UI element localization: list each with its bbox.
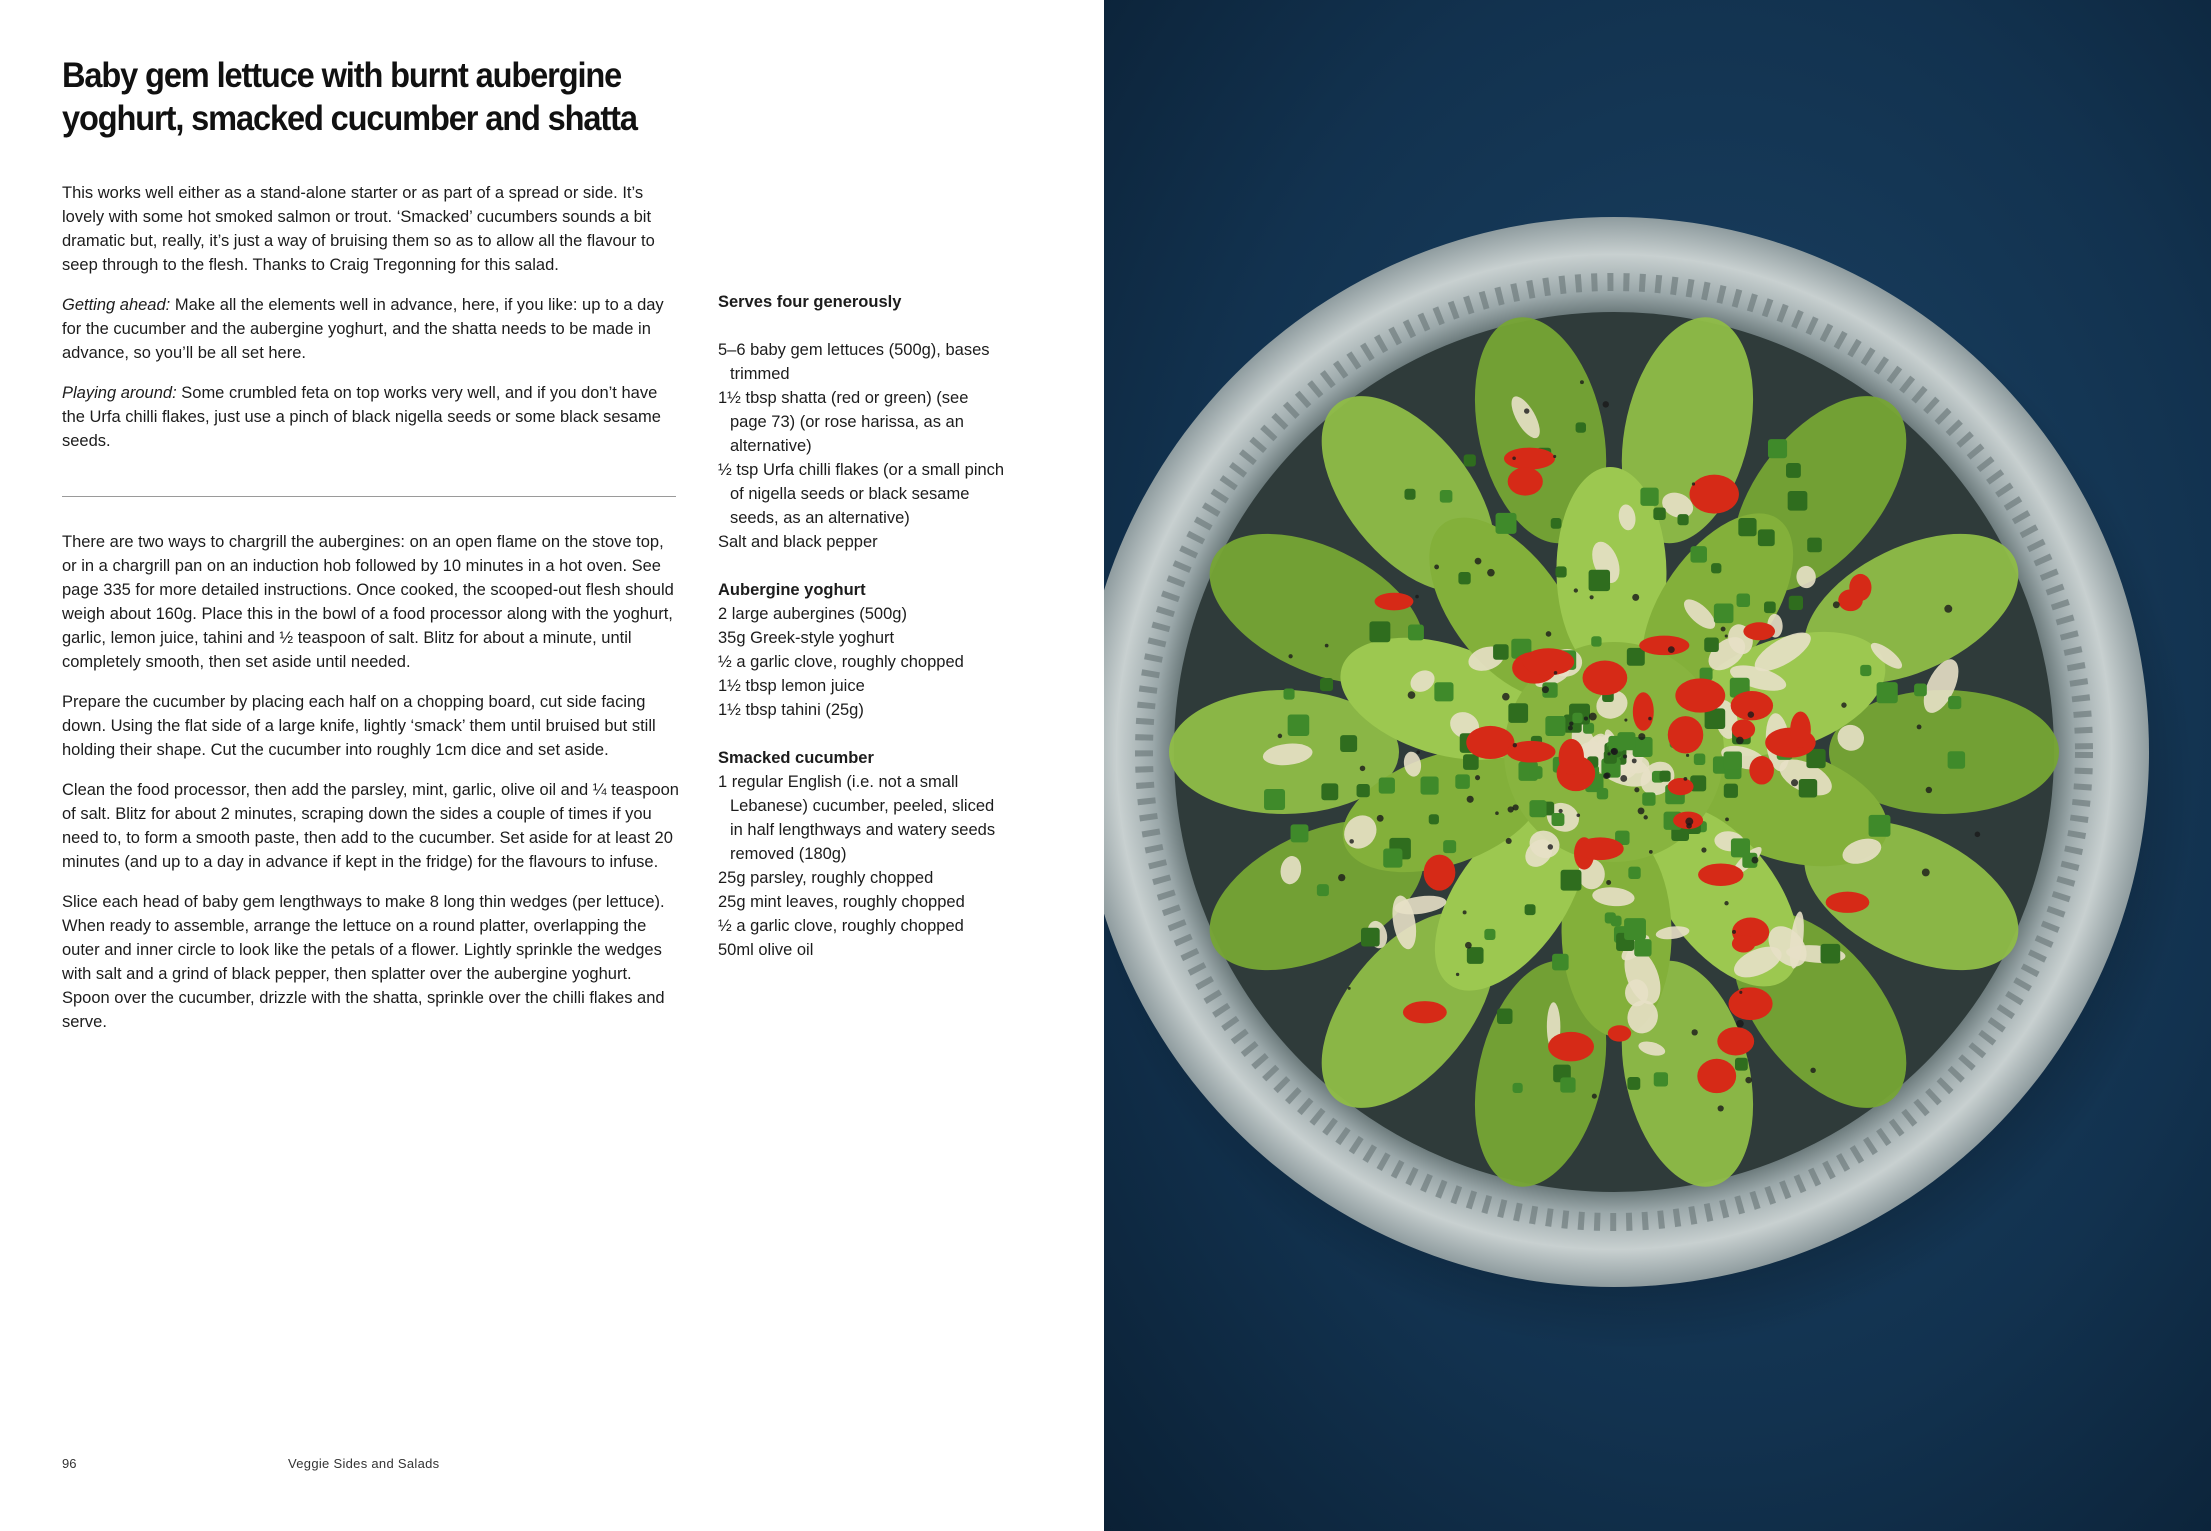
ingredient-item: ½ tsp Urfa chilli flakes (or a small pinch of nigella seeds or black sesame seeds, as an alternative): [718, 461, 1005, 527]
cucumber-dice: [1497, 1008, 1513, 1024]
chilli-flake: [1975, 832, 1981, 838]
ingredient-item: 1½ tbsp lemon juice: [718, 677, 865, 695]
ingredient-item: 1 regular English (i.e. not a small Lebanese) cucumber, peeled, sliced in half lengthways and watery seeds removed (180g): [718, 773, 996, 863]
cucumber-dice: [1731, 838, 1750, 857]
cucumber-dice: [1633, 737, 1653, 757]
method-step: Slice each head of baby gem lengthways to make 8 long thin wedges (per lettuce). When ready to assemble, arrange the lettuce on a round platter, overlapping the outer and inner circle to look like the petals of a flower. Lightly sprinkle the wedges with salt and a grind of black pepper, then splatter over the aubergine yoghurt. Spoon over the cucumber, drizzle with the shatta, sprinkle over the chilli flakes and serve.: [62, 893, 665, 1031]
chilli-flake: [1513, 743, 1517, 747]
shatta-drizzle: [1732, 719, 1755, 739]
ingredient-list: [718, 602, 1008, 722]
chilli-flake: [1718, 1105, 1724, 1111]
chilli-flake: [1377, 815, 1384, 822]
chilli-flake: [1606, 880, 1611, 885]
getting-ahead-note: [62, 293, 682, 365]
chilli-flake: [1325, 644, 1329, 648]
cucumber-dice: [1877, 682, 1898, 703]
chilli-flake: [1745, 1077, 1752, 1084]
chilli-flake: [1624, 718, 1627, 721]
cucumber-dice: [1617, 732, 1635, 750]
chilli-flake: [1922, 869, 1930, 877]
cucumber-dice: [1361, 928, 1380, 947]
chilli-flake: [1638, 807, 1645, 814]
shatta-drizzle: [1523, 648, 1575, 675]
chilli-flake: [1634, 787, 1639, 792]
cucumber-dice: [1640, 488, 1658, 506]
shatta-drizzle: [1697, 1059, 1736, 1093]
cucumber-dice: [1799, 779, 1817, 797]
chilli-flake: [1692, 482, 1695, 485]
cucumber-dice: [1738, 518, 1756, 536]
cucumber-dice: [1340, 735, 1357, 752]
chilli-flake: [1542, 686, 1549, 693]
shatta-drizzle: [1403, 1001, 1447, 1023]
chilli-flake: [1701, 847, 1706, 852]
chilli-flake: [1349, 839, 1354, 844]
chilli-flake: [1638, 733, 1645, 740]
chilli-flake: [1721, 627, 1726, 632]
chilli-flake: [1649, 850, 1653, 854]
cucumber-dice: [1552, 813, 1565, 826]
ingredient-list: [718, 770, 1008, 962]
chilli-flake: [1584, 716, 1588, 720]
section-divider: [62, 496, 676, 497]
cucumber-dice: [1576, 422, 1586, 432]
recipe-page: [0, 0, 1104, 1531]
chilli-flake: [1592, 1094, 1597, 1099]
cucumber-dice: [1357, 784, 1370, 797]
cucumber-dice: [1288, 714, 1310, 736]
cucumber-dice: [1463, 754, 1479, 770]
cucumber-dice: [1321, 783, 1338, 800]
cucumber-dice: [1807, 538, 1822, 553]
cucumber-dice: [1467, 947, 1484, 964]
cucumber-dice: [1369, 621, 1390, 642]
cucumber-dice: [1458, 572, 1470, 584]
cucumber-dice: [1624, 918, 1646, 940]
playing-around-text: Some crumbled feta on top works very well, and if you don’t have the Urfa chilli flakes, just use a pinch of black nigella seeds or some black sesame seeds.: [62, 384, 661, 450]
cucumber-dice: [1737, 594, 1751, 608]
cucumber-dice: [1383, 848, 1402, 867]
chilli-flake: [1736, 737, 1744, 745]
chilli-flake: [1686, 823, 1692, 829]
method-step: Prepare the cucumber by placing each half on a chopping board, cut side facing down. Using the flat side of a large knife, lightly ‘smack’ them until bruised but still holding their shape. Cut the cucumber into roughly 1cm dice and set aside.: [62, 693, 656, 759]
ingredient-item: Salt and black pepper: [718, 533, 878, 551]
cucumber-dice: [1525, 904, 1536, 915]
cucumber-dice: [1440, 490, 1453, 503]
shatta-drizzle: [1690, 475, 1739, 514]
chilli-flake: [1833, 601, 1840, 608]
chilli-flake: [1465, 942, 1472, 949]
chilli-flake: [1917, 725, 1922, 730]
cucumber-dice: [1530, 766, 1543, 779]
ingredient-item: ½ a garlic clove, roughly chopped: [718, 917, 964, 935]
playing-around-label: Playing around:: [62, 384, 177, 402]
chilli-flake: [1467, 796, 1474, 803]
intro-paragraph: This works well either as a stand-alone starter or as part of a spread or side. It’s lovely with some hot smoked salmon or trout. ‘Smacked’ cucumbers sounds a bit dramatic but, really, it’s just a way of bruising them so as to allow all the flavour to seep through to the flesh. Thanks to Craig Tregonning for this salad.: [62, 184, 655, 274]
ingredient-item: 5–6 baby gem lettuces (500g), bases trimmed: [718, 341, 990, 383]
section-name: Veggie Sides and Salads: [288, 1456, 440, 1471]
chilli-flake: [1408, 691, 1416, 699]
chilli-flake: [1415, 595, 1419, 599]
cucumber-dice: [1317, 884, 1329, 896]
shatta-drizzle: [1508, 467, 1543, 495]
chilli-flake: [1752, 857, 1759, 864]
chilli-flake: [1732, 930, 1736, 934]
shatta-drizzle: [1717, 1027, 1754, 1055]
cucumber-dice: [1659, 771, 1670, 782]
shatta-drizzle: [1743, 622, 1775, 640]
cucumber-dice: [1821, 944, 1841, 964]
chilli-flake: [1736, 1020, 1744, 1028]
chilli-flake: [1568, 726, 1573, 731]
cucumber-dice: [1627, 648, 1645, 666]
getting-ahead-label: Getting ahead:: [62, 296, 171, 314]
cucumber-dice: [1545, 716, 1565, 736]
cucumber-dice: [1788, 491, 1808, 511]
chilli-flake: [1456, 973, 1459, 976]
chilli-flake: [1623, 754, 1627, 758]
chilli-flake: [1791, 779, 1798, 786]
method-steps: [62, 530, 682, 1050]
shatta-drizzle: [1790, 711, 1811, 748]
cucumber-dice: [1869, 815, 1891, 837]
chilli-flake: [1554, 671, 1558, 675]
chilli-flake: [1569, 722, 1573, 726]
cucumber-dice: [1597, 788, 1608, 799]
playing-around-note: [62, 381, 682, 453]
cucumber-dice: [1379, 777, 1395, 793]
cucumber-dice: [1694, 754, 1705, 765]
cucumber-dice: [1677, 514, 1688, 525]
ingredient-item: ½ a garlic clove, roughly chopped: [718, 653, 964, 671]
cucumber-dice: [1434, 682, 1453, 701]
shatta-drizzle: [1466, 726, 1514, 759]
cucumber-dice: [1789, 596, 1803, 610]
ingredient-item: 1½ tbsp shatta (red or green) (see page 73) (or rose harissa, as an alternative): [718, 389, 969, 455]
ingredient-item: 50ml olive oil: [718, 941, 814, 959]
chilli-flake: [1643, 815, 1647, 819]
chilli-flake: [1348, 987, 1351, 990]
method-step: There are two ways to chargrill the aubergines: on an open flame on the stove top, or in a chargrill pan on an induction hob followed by 10 minutes in a hot oven. See page 335 for more detailed instructions. Once cooked, the scooped-out flesh should weigh about 160g. Place this in the bowl of a food processor along with the yoghurt, garlic, lemon juice, tahini and ½ teaspoon of salt. Blitz for about a minute, until completely smooth, then set aside until needed.: [62, 533, 674, 671]
cucumber-dice: [1408, 625, 1424, 641]
chilli-flake: [1725, 634, 1728, 637]
cucumber-dice: [1284, 689, 1295, 700]
chilli-flake: [1559, 809, 1563, 813]
ingredient-heading: Smacked cucumber: [718, 749, 874, 767]
chilli-flake: [1508, 806, 1514, 812]
chilli-flake: [1590, 595, 1594, 599]
cucumber-dice: [1642, 792, 1655, 805]
cucumber-dice: [1758, 529, 1775, 546]
method-step: Clean the food processor, then add the parsley, mint, garlic, olive oil and ¼ teaspoon of salt. Blitz for about 2 minutes, scraping down the sides a couple of times if you need to, to form a smooth paste, then add to the cucumber. Set aside for at least 20 minutes (and up to a day in advance if kept in the fridge) for the flavours to infuse.: [62, 781, 679, 871]
chilli-flake: [1632, 594, 1639, 601]
cucumber-dice: [1443, 840, 1456, 853]
ingredients-column: [718, 290, 1008, 986]
chilli-flake: [1739, 991, 1742, 994]
shatta-drizzle: [1375, 593, 1414, 611]
chilli-flake: [1926, 787, 1932, 793]
cucumber-dice: [1508, 703, 1528, 723]
cucumber-dice: [1493, 644, 1509, 660]
shatta-drizzle: [1675, 678, 1725, 712]
chilli-flake: [1620, 775, 1627, 782]
chilli-flake: [1603, 401, 1609, 407]
cucumber-dice: [1764, 601, 1776, 613]
shatta-drizzle: [1548, 1032, 1594, 1061]
chilli-flake: [1502, 693, 1510, 701]
chilli-flake: [1416, 750, 1420, 754]
chilli-flake: [1288, 654, 1292, 658]
shatta-drizzle: [1559, 739, 1584, 775]
cucumber-dice: [1654, 1072, 1668, 1086]
cucumber-dice: [1589, 570, 1610, 591]
shatta-drizzle: [1424, 855, 1456, 891]
shatta-drizzle: [1838, 589, 1863, 611]
shatta-drizzle: [1577, 837, 1624, 860]
cucumber-dice: [1628, 867, 1640, 879]
chilli-flake: [1944, 605, 1952, 613]
cucumber-dice: [1561, 870, 1582, 891]
chilli-flake: [1475, 558, 1482, 565]
chilli-flake: [1524, 408, 1529, 413]
shatta-drizzle: [1608, 1025, 1631, 1041]
cucumber-dice: [1429, 814, 1439, 824]
chilli-flake: [1360, 766, 1366, 772]
cucumber-dice: [1551, 518, 1562, 529]
shatta-drizzle: [1728, 987, 1772, 1020]
chilli-flake: [1512, 456, 1516, 460]
cucumber-dice: [1714, 604, 1734, 624]
chilli-flake: [1553, 455, 1556, 458]
salad-photo: [1104, 0, 2211, 1531]
chilli-flake: [1604, 772, 1610, 778]
chilli-flake: [1495, 811, 1499, 815]
cucumber-dice: [1496, 513, 1517, 534]
chilli-flake: [1589, 713, 1597, 721]
cucumber-dice: [1948, 696, 1961, 709]
recipe-intro: [62, 181, 682, 469]
chilli-flake: [1580, 380, 1584, 384]
chilli-flake: [1692, 1029, 1698, 1035]
serves-label: Serves four generously: [718, 293, 902, 311]
cucumber-dice: [1320, 678, 1333, 691]
chilli-flake: [1546, 631, 1552, 637]
cucumber-dice: [1555, 566, 1566, 577]
cucumber-dice: [1591, 636, 1601, 646]
chilli-flake: [1684, 777, 1688, 781]
chilli-flake: [1487, 569, 1495, 577]
cucumber-dice: [1653, 508, 1665, 520]
shatta-drizzle: [1732, 935, 1755, 953]
cucumber-dice: [1627, 1077, 1640, 1090]
chilli-flake: [1548, 844, 1553, 849]
shatta-drizzle: [1668, 778, 1694, 795]
shatta-drizzle: [1639, 636, 1689, 656]
cucumber-dice: [1560, 1077, 1575, 1092]
chilli-flake: [1648, 717, 1652, 721]
cucumber-dice: [1264, 789, 1285, 810]
cucumber-dice: [1724, 784, 1738, 798]
chilli-flake: [1810, 1068, 1815, 1073]
shatta-drizzle: [1633, 692, 1654, 730]
ingredient-group-main: [718, 338, 1008, 554]
cucumber-dice: [1735, 1058, 1748, 1071]
cucumber-dice: [1690, 546, 1706, 562]
salad-plate-image: [1104, 0, 2211, 1531]
ingredient-item: 1½ tbsp tahini (25g): [718, 701, 864, 719]
cucumber-dice: [1529, 800, 1546, 817]
cucumber-dice: [1724, 752, 1742, 770]
ingredient-group-cucumber: [718, 746, 1008, 962]
getting-ahead-text: Make all the elements well in advance, here, if you like: up to a day for the cucumber and the aubergine yoghurt, and the shatta needs to be made in advance, so you’ll be all set here.: [62, 296, 664, 362]
shatta-drizzle: [1749, 756, 1774, 785]
shatta-drizzle: [1668, 716, 1704, 753]
cucumber-dice: [1914, 683, 1927, 696]
chilli-flake: [1841, 702, 1846, 707]
cucumber-dice: [1404, 489, 1415, 500]
cucumber-dice: [1552, 954, 1569, 971]
chilli-flake: [1611, 749, 1617, 755]
ingredient-item: 35g Greek-style yoghurt: [718, 629, 895, 647]
recipe-title: Baby gem lettuce with burnt aubergine yoghurt, smacked cucumber and shatta: [62, 56, 637, 138]
page-number: 96: [62, 1456, 77, 1471]
ingredient-group-aubergine: [718, 578, 1008, 722]
cucumber-dice: [1572, 713, 1582, 723]
chilli-flake: [1463, 910, 1467, 914]
cucumber-dice: [1291, 824, 1309, 842]
chilli-flake: [1506, 838, 1512, 844]
shatta-drizzle: [1583, 660, 1628, 695]
cucumber-dice: [1513, 1083, 1523, 1093]
chilli-flake: [1576, 814, 1580, 818]
chilli-flake: [1475, 775, 1480, 780]
cucumber-dice: [1948, 751, 1965, 768]
chilli-flake: [1574, 588, 1578, 592]
cucumber-dice: [1611, 916, 1622, 927]
shatta-drizzle: [1698, 863, 1743, 886]
ingredient-list: [718, 338, 1008, 554]
chilli-flake: [1686, 754, 1689, 757]
chilli-flake: [1434, 565, 1439, 570]
cucumber-dice: [1711, 563, 1721, 573]
cucumber-dice: [1464, 454, 1476, 466]
ingredient-item: 25g mint leaves, roughly chopped: [718, 893, 965, 911]
chilli-flake: [1278, 734, 1283, 739]
chilli-flake: [1607, 752, 1610, 755]
chilli-flake: [1668, 646, 1675, 653]
cucumber-dice: [1768, 439, 1787, 458]
chilli-flake: [1748, 711, 1754, 717]
shatta-drizzle: [1826, 892, 1870, 913]
ingredient-item: 25g parsley, roughly chopped: [718, 869, 934, 887]
cucumber-dice: [1704, 637, 1719, 652]
cucumber-dice: [1421, 776, 1439, 794]
ingredient-item: 2 large aubergines (500g): [718, 605, 907, 623]
cucumber-dice: [1634, 939, 1651, 956]
cucumber-dice: [1786, 463, 1801, 478]
cucumber-dice: [1860, 665, 1871, 676]
ingredient-heading: Aubergine yoghurt: [718, 581, 866, 599]
chilli-flake: [1725, 818, 1729, 822]
chilli-flake: [1632, 758, 1637, 763]
chilli-flake: [1338, 874, 1345, 881]
shatta-drizzle: [1504, 448, 1555, 470]
cucumber-dice: [1455, 774, 1470, 789]
chilli-flake: [1724, 901, 1728, 905]
cucumber-dice: [1484, 929, 1495, 940]
